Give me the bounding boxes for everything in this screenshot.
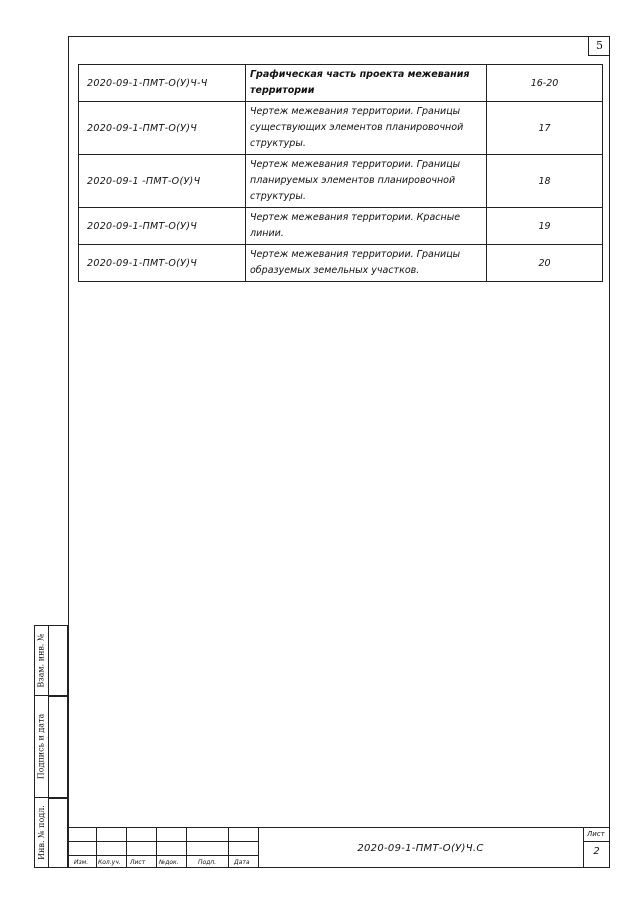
pages-cell: 17 [487,102,603,155]
document-code-cell: 2020-09-1-ПМТ-О(У)Ч [79,245,246,282]
podpis-data-label: Подпись и дата [36,713,46,779]
tb-label-izm: Изм. [74,859,89,866]
table-row [79,155,603,208]
document-code-cell: 2020-09-1 -ПМТ-О(У)Ч [79,155,246,208]
document-name-cell: Чертеж межевания территории. Границы планируемых элементов планировочной структуры. [246,155,487,208]
table-row [79,65,603,102]
page-number: 5 [588,36,610,56]
side-stamp [48,625,68,868]
document-code-cell: 2020-09-1-ПМТ-О(У)Ч [79,102,246,155]
title-block [68,827,610,868]
tb-label-kolvo: Кол.уч. [98,859,121,866]
sheet-number: 2 [593,846,600,857]
inv-podl-label: Инв. № подл. [36,805,46,860]
document-name-cell: Чертеж межевания территории. Границы образуемых земельных участков. [246,245,487,282]
tb-label-data: Дата [234,859,250,866]
pages-cell: 19 [487,208,603,245]
pages-cell: 18 [487,155,603,208]
table-row [79,245,603,282]
document-code-cell: 2020-09-1-ПМТ-О(У)Ч-Ч [79,65,246,102]
pages-cell: 20 [487,245,603,282]
vzam-inv-label: Взам. инв. № [36,632,46,688]
document-code-cell: 2020-09-1-ПМТ-О(У)Ч [79,208,246,245]
document-name-cell: Чертеж межевания территории. Красные линии. [246,208,487,245]
table-row [79,102,603,155]
pages-cell: 16-20 [487,65,603,102]
document-designation: 2020-09-1-ПМТ-О(У)Ч.С [357,843,484,854]
tb-label-podp: Подп. [198,859,217,866]
document-name-cell: Чертеж межевания территории. Границы существующих элементов планировочной структуры. [246,102,487,155]
tb-label-ndok: №док. [159,859,179,866]
contents-table [78,64,603,282]
document-name-cell: Графическая часть проекта межевания территории [246,65,487,102]
sheet-label: Лист [587,830,605,838]
table-row [79,208,603,245]
tb-label-list: Лист [130,859,146,866]
